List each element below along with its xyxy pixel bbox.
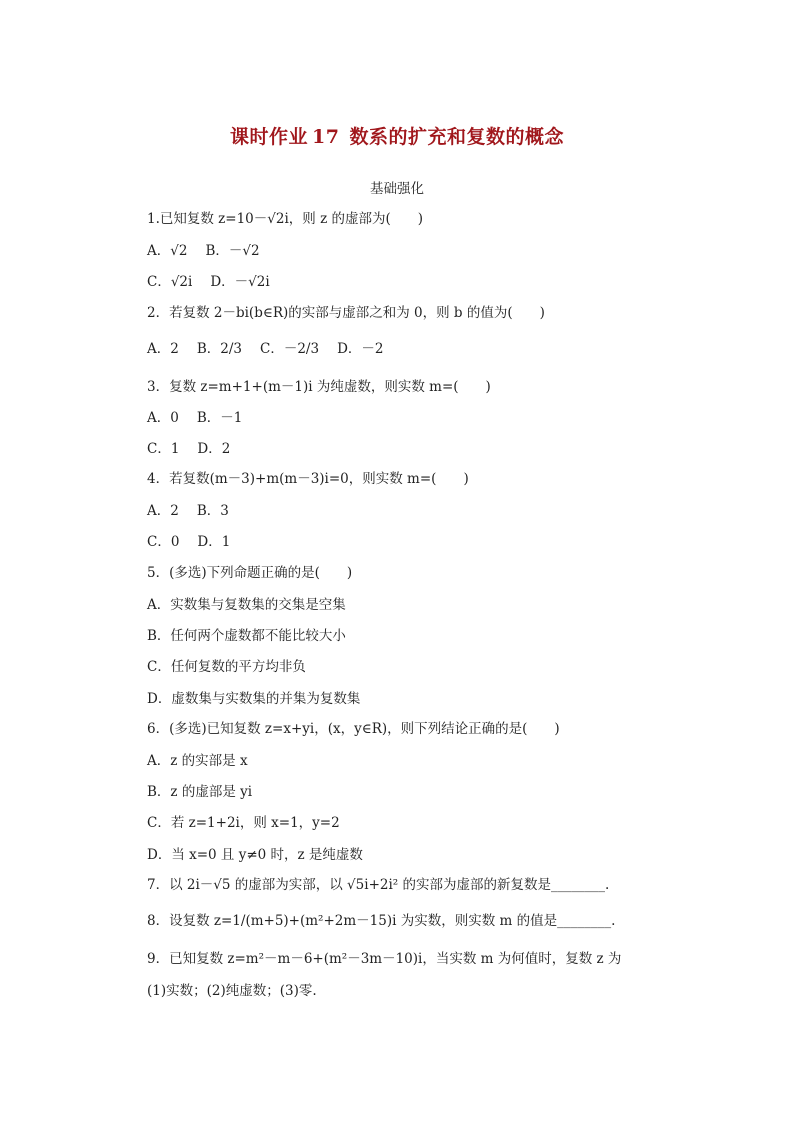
title-prefix: 课时作业: [230, 126, 309, 148]
question-4-options-cd: [147, 533, 230, 551]
option-c: C．√2i: [147, 274, 193, 290]
question-3-stem: 3．复数 z=m+1+(m－1)i 为纯虚数，则实数 m=( ): [147, 379, 491, 395]
option-c: C．－2/3: [260, 341, 320, 357]
option-d: D．当 x=0 且 y≠0 时，z 是纯虚数: [147, 847, 363, 863]
option-b: B．任何两个虚数都不能比较大小: [147, 628, 346, 644]
question-1-options-ab: [147, 242, 260, 260]
page-title: [0, 122, 794, 149]
question-1-options-cd: [147, 273, 270, 291]
option-b: B．－1: [196, 410, 243, 426]
option-a: A．2: [147, 503, 179, 519]
option-c: C．0: [147, 534, 180, 550]
question-4-options-ab: [147, 502, 229, 520]
option-d: D．2: [197, 441, 231, 457]
question-2-options: [147, 340, 383, 358]
option-b: B．－√2: [205, 243, 260, 259]
question-2-stem: 2．若复数 2－bi(b∈R)的实部与虚部之和为 0，则 b 的值为( ): [147, 305, 545, 321]
option-b: B．3: [196, 503, 229, 519]
question-4-stem: 4．若复数(m－3)+m(m－3)i=0，则实数 m=( ): [147, 471, 469, 487]
section-heading: 基础强化: [370, 181, 424, 197]
question-3-options-ab: [147, 409, 242, 427]
question-1-stem: 1.已知复数 z=10－√2i，则 z 的虚部为( ): [147, 211, 424, 227]
option-c: C．任何复数的平方均非负: [147, 659, 306, 675]
option-d: D．－2: [337, 341, 384, 357]
option-c: C．若 z=1+2i，则 x=1，y=2: [147, 815, 340, 831]
option-a: A．√2: [147, 243, 188, 259]
option-c: C．1: [147, 441, 180, 457]
question-3-options-cd: [147, 440, 230, 458]
title-number: 17: [312, 126, 340, 148]
question-8-stem: 8．设复数 z=1/(m+5)+(m²+2m－15)i 为实数，则实数 m 的值是________.: [147, 913, 616, 929]
option-b: B．z 的虚部是 yi: [147, 784, 253, 800]
question-9-stem: 9．已知复数 z=m²－m－6+(m²－3m－10)i，当实数 m 为何值时，复数 z 为: [147, 951, 622, 967]
option-b: B．2/3: [196, 341, 242, 357]
option-a: A．z 的实部是 x: [147, 753, 248, 769]
question-5-stem: 5．(多选)下列命题正确的是( ): [147, 565, 353, 581]
title-topic: 数系的扩充和复数的概念: [349, 126, 564, 148]
option-d: D．虚数集与实数集的并集为复数集: [147, 691, 361, 707]
option-d: D．－√2i: [210, 274, 270, 290]
option-a: A．2: [147, 341, 179, 357]
option-a: A．0: [147, 410, 179, 426]
question-6-stem: 6．(多选)已知复数 z=x+yi，(x，y∈R)，则下列结论正确的是( ): [147, 721, 560, 737]
option-d: D．1: [197, 534, 231, 550]
question-7-stem: 7．以 2i－√5 的虚部为实部，以 √5i+2i² 的实部为虚部的新复数是________.: [147, 877, 610, 893]
option-a: A．实数集与复数集的交集是空集: [147, 597, 346, 613]
question-9-subparts: (1)实数；(2)纯虚数；(3)零.: [147, 983, 317, 999]
